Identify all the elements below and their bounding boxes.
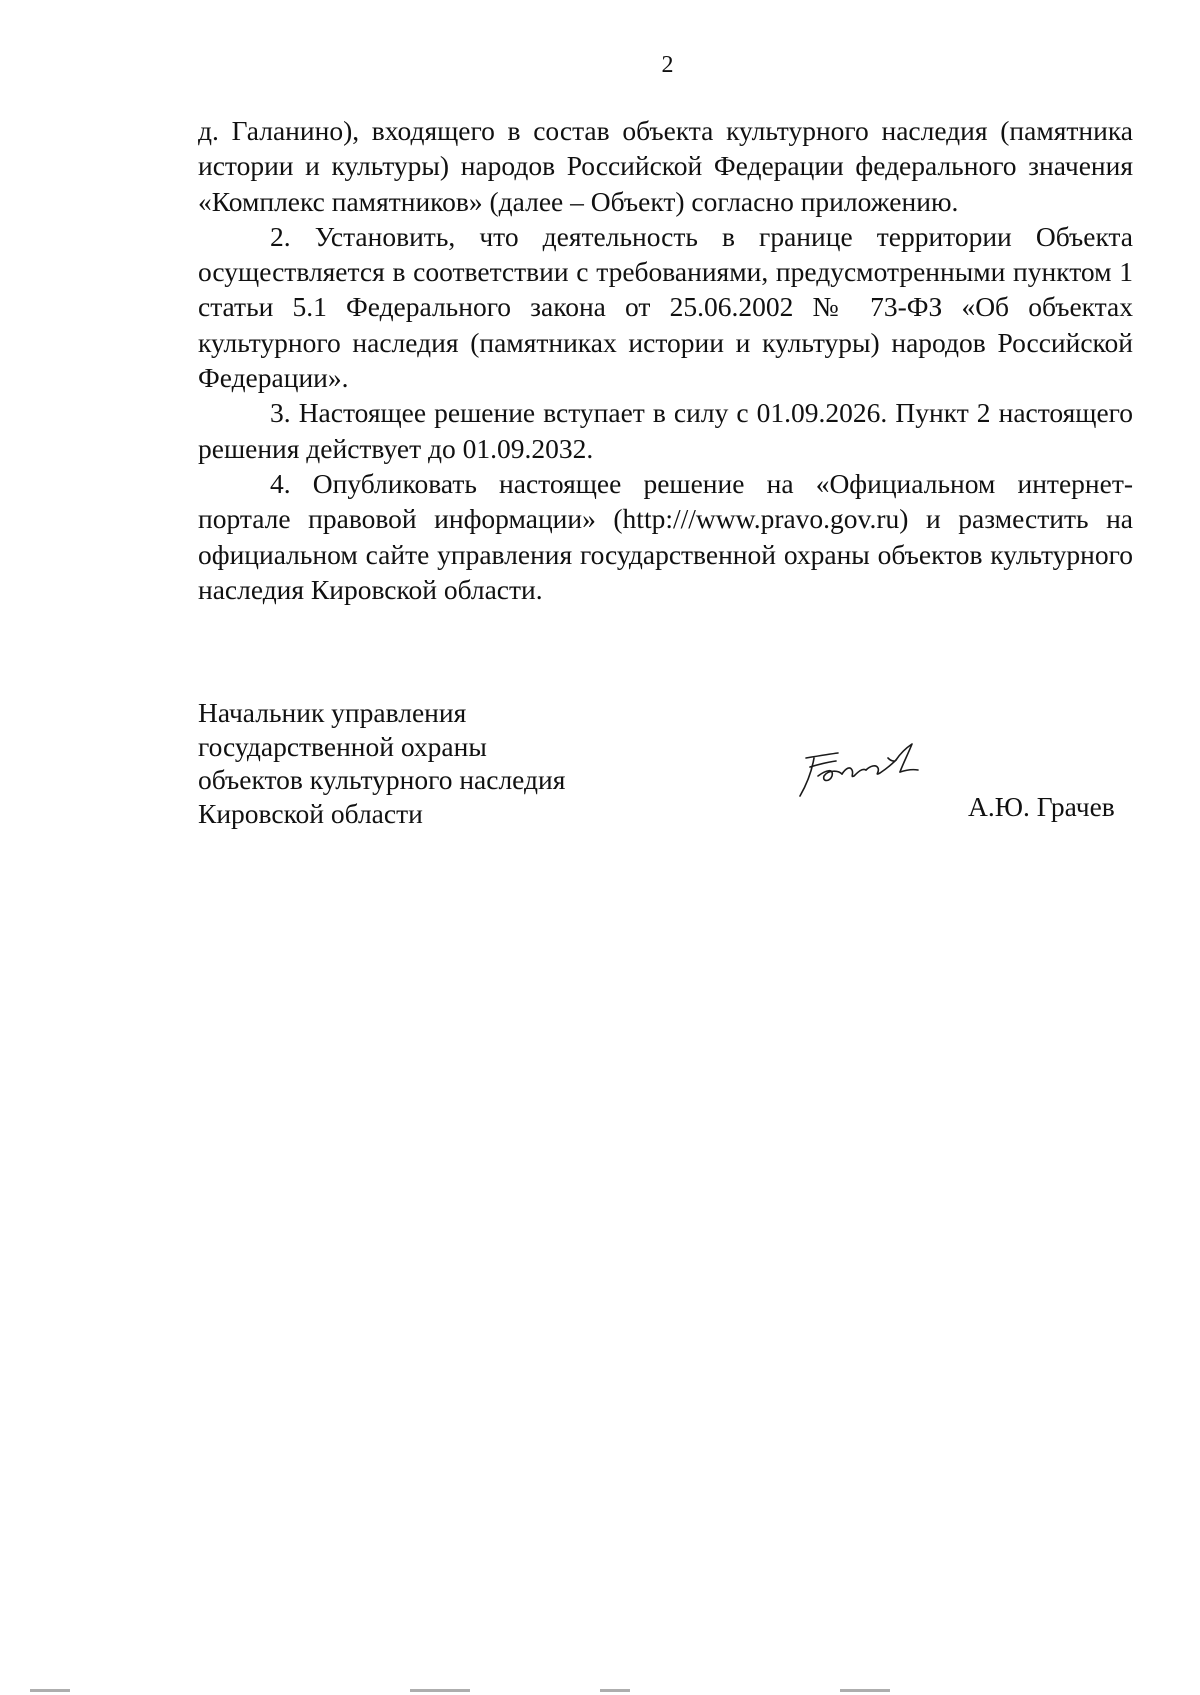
paragraph-continuation: д. Галанино), входящего в состав объекта культурного наследия (памятника истории и культуры) народов Российской Федерации федерального значения «Комплекс памятников» (далее – Объект) согласно приложению. — [198, 115, 1133, 217]
page-number: 2 — [661, 52, 674, 78]
signer-title-line: государственной охраны — [198, 730, 487, 762]
paragraph-item-3: 3. Настоящее решение вступает в силу с 01.09.2026. Пункт 2 настоящего решения действует до 01.09.2032. — [198, 397, 1133, 464]
signature-block — [198, 696, 1138, 836]
paragraph-item-2: 2. Установить, что деятельность в границе территории Объекта осуществляется в соответствии с требованиями, предусмотренными пунктом 1 статьи 5.1 Федерального закона от 25.06.2002 № 73-ФЗ «Об объектах культурного наследия (памятниках истории и культуры) народов Российской Федерации». — [198, 220, 1133, 394]
scan-footer-artifact — [0, 1683, 1200, 1695]
document-body — [198, 113, 1133, 607]
signer-title — [198, 696, 565, 830]
signer-title-line: Начальник управления — [198, 697, 467, 728]
handwritten-signature — [788, 736, 948, 806]
signer-title-line: Кировской области — [198, 797, 423, 829]
paragraph-item-4: 4. Опубликовать настоящее решение на «Официальном интернет-портале правовой информации» (http:///www.pravo.gov.ru) и разместить на официальном сайте управления государственной охраны объектов культурного наследия Кировской области. — [198, 467, 1133, 605]
signer-name: А.Ю. Грачев — [968, 791, 1115, 822]
signer-title-line: объектов культурного наследия — [198, 764, 566, 795]
